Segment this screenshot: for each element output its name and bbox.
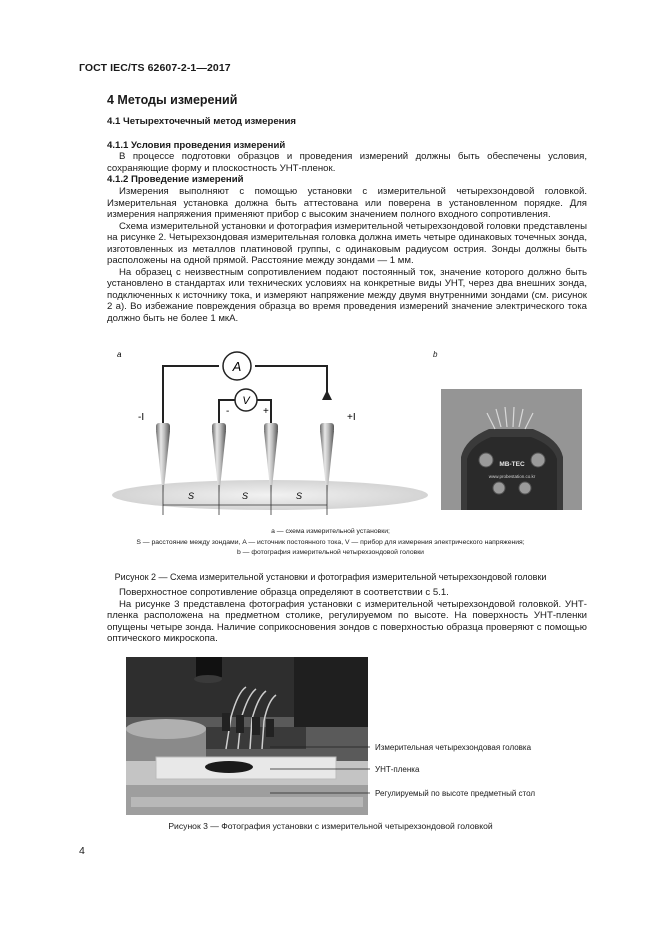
clause-4-1-2-title: 4.1.2 Проведение измерений <box>107 174 244 185</box>
plus-current-label: +I <box>347 412 356 423</box>
spacing-label-2: S <box>241 491 249 501</box>
section-title: 4 Методы измерений <box>107 93 238 107</box>
current-wire-right <box>255 366 327 400</box>
minus-current-label: -I <box>138 412 145 423</box>
figure3-caption: Рисунок 3 — Фотография установки с измерительной четырехзондовой головкой <box>168 821 493 831</box>
label-probe-head: Измерительная четырехзондовая головка <box>375 743 532 752</box>
arrow-up-icon <box>322 390 332 400</box>
paragraph: Измерения выполняют с помощью установки с измерительной четырехзондовой головкой. Измерительная установка должна быть аттестована или поверена в установленном порядке. Для измерения напряжения применяют прибор с высоким значением полного входного сопротивления. <box>107 186 587 220</box>
document-header: ГОСТ IEC/TS 62607-2-1—2017 <box>79 62 231 74</box>
subsection-title: 4.1 Четырехточечный метод измерения <box>107 116 296 127</box>
clause-4-1-2-text <box>107 186 587 324</box>
legend-line: S — расстояние между зондами, A — источник постоянного тока, V — прибор для измерения электрического напряжения; <box>136 538 525 546</box>
figure3-leader-lines <box>200 740 375 800</box>
paragraph: В процессе подготовки образцов и проведения измерений должны быть обеспечены условия, сохраняющие форму и плоскостность УНТ-пленок. <box>107 151 587 174</box>
label-stage: Регулируемый по высоте предметный стол <box>375 789 536 798</box>
label-cnt-film: УНТ-пленка <box>375 765 420 774</box>
paragraph: На образец с неизвестным сопротивлением подают постоянный ток, значение которого должно быть установлено в стандартах или технических условиях на конкретные виды УНТ, через два внешних зонда, подключенных к источнику тока, и измеряют напряжение между двумя внутренними зондами (см. рисунок 2 а). Во избежание повреждения образца во время проведения измерений значение электрического тока должно быть не более 1 мкА. <box>107 266 587 324</box>
paragraph: Схема измерительной установки и фотография измерительной четырехзондовой головки представлены на рисунке 2. Четырехзондовая измерительная головка должна иметь четыре одинаковых точечных зонда, изготовленных из металлов платиновой группы, с одинаковым радиусом острия. Зонды должны быть расположены на одной прямой. Расстояние между зондами — 1 мм. <box>107 220 587 266</box>
legend-line: b — фотография измерительной четырехзондовой головки <box>237 549 424 556</box>
voltmeter-label: V <box>242 395 250 407</box>
photo-url-text: www.probestation.co.kr <box>488 474 536 479</box>
legend-line: а — схема измерительной установки; <box>271 528 390 535</box>
page-number: 4 <box>79 845 85 857</box>
panel-a-letter: а <box>117 350 122 359</box>
photo-brand-text: MB-TEC <box>499 461 525 468</box>
spacing-label-3: S <box>295 491 303 501</box>
spacing-label-1: S <box>187 491 195 501</box>
panel-b-letter: b <box>433 350 438 359</box>
plus-sign: + <box>263 406 269 417</box>
four-probe-schematic <box>105 345 438 525</box>
ammeter-label: A <box>232 359 242 374</box>
figure2-caption: Рисунок 2 — Схема измерительной установки и фотография измерительной четырехзондовой головки <box>114 572 547 582</box>
current-wire-left <box>163 366 219 425</box>
figure2-legend <box>0 527 661 559</box>
probe-head-photo <box>441 389 582 510</box>
paragraph: Поверхностное сопротивление образца определяют в соответствии с 5.1. <box>119 587 449 598</box>
paragraph: На рисунке 3 представлена фотография установки с измерительной четырехзондовой головкой. УНТ-пленка расположена на предметном столике, регулируемом по высоте. На поверхность УНТ-пленки опущены четыре зонда. Наличие соприкосновения зондов с поверхностью образца проверяют с помощью оптического микроскопа. <box>107 598 587 644</box>
post-figure-text <box>107 587 587 645</box>
clause-4-1-1-title: 4.1.1 Условия проведения измерений <box>107 140 286 151</box>
minus-sign: - <box>226 406 230 417</box>
clause-4-1-1-text <box>107 151 587 174</box>
